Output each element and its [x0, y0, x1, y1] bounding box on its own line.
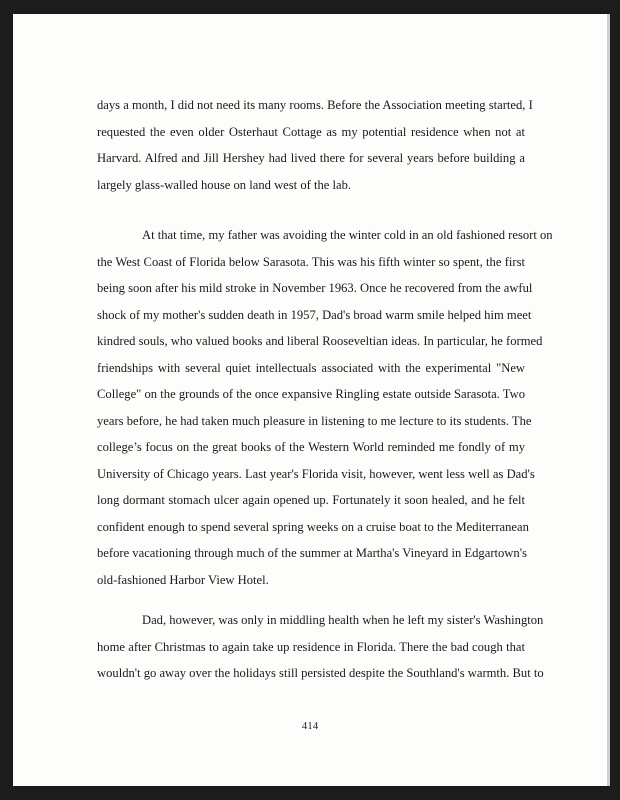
- text-line: College" on the grounds of the once expansive Ringling estate outside Sarasota. Two: [97, 387, 525, 401]
- page-edge: [607, 14, 610, 786]
- text-line: home after Christmas to again take up residence in Florida. There the bad cough that: [97, 639, 525, 654]
- text-line: requested the even older Osterhaut Cottage as my potential residence when not at: [97, 124, 525, 139]
- text-line: days a month, I did not need its many rooms. Before the Association meeting started, I: [97, 98, 533, 112]
- text-line: shock of my mother's sudden death in 1957, Dad's broad warm smile helped him meet: [97, 307, 532, 322]
- paragraph-1: [97, 92, 533, 198]
- text-line: friendships with several quiet intellectuals associated with the experimental "New: [97, 360, 525, 375]
- page-number: 414: [301, 720, 319, 732]
- text-line: Dad, however, was only in middling health when he left my sister's Washington: [142, 613, 544, 627]
- text-line: Harvard. Alfred and Jill Hershey had lived there for several years before building a: [97, 151, 525, 165]
- text-line: before vacationing through much of the summer at Martha's Vineyard in Edgartown's: [97, 546, 527, 560]
- text-line: old-fashioned Harbor View Hotel.: [97, 572, 269, 587]
- text-line: kindred souls, who valued books and liberal Rooseveltian ideas. In particular, he formed: [97, 334, 543, 348]
- text-line: years before, he had taken much pleasure in listening to me lecture to its students. The: [97, 413, 532, 428]
- text-line: long dormant stomach ulcer again opened up. Fortunately it soon healed, and he felt: [97, 493, 525, 507]
- text-line: confident enough to spend several spring weeks on a cruise boat to the Mediterranean: [97, 519, 529, 534]
- text-line: University of Chicago years. Last year's Florida visit, however, went less well as Dad's: [97, 466, 535, 481]
- text-line: being soon after his mild stroke in November 1963. Once he recovered from the awful: [97, 281, 533, 295]
- text-line: largely glass-walled house on land west of the lab.: [97, 177, 352, 192]
- text-line: At that time, my father was avoiding the winter cold in an old fashioned resort on: [142, 228, 553, 242]
- text-line: the West Coast of Florida below Sarasota. This was his fifth winter so spent, the first: [97, 254, 525, 269]
- text-line: wouldn't go away over the holidays still persisted despite the Southland's warmth. But to: [97, 666, 544, 680]
- paragraph-2: [97, 222, 553, 593]
- paragraph-3: [97, 607, 544, 687]
- text-line: college’s focus on the great books of the Western World reminded me fondly of my: [97, 440, 525, 454]
